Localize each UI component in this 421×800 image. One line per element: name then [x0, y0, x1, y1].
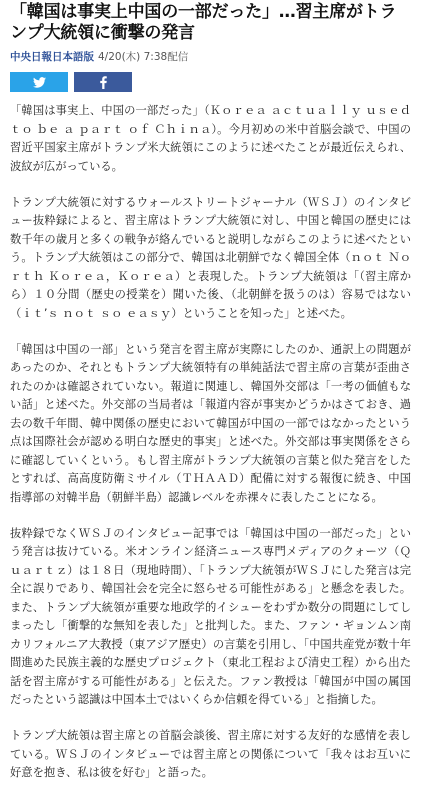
article-paragraph-1: 「韓国は事実上、中国の一部だった」（Ｋｏｒｅａ ａｃｔｕａｌｌｙ ｕｓｅｄ ｔｏ ｂｅ ａ ｐａｒｔ ｏｆ Ｃｈｉｎａ）。今月初めの米中首脳会談で、中国の習近平国家主席がトランプ米大統領にこのように述べたことが最近伝えられ、波紋が広がっている。: [10, 104, 411, 173]
article-paragraph-5: トランプ大統領は習主席との首脳会談後、習主席に対する友好的な感情を表している。ＷＳＪのインタビューでは習主席との関係について「我々はお互いに好意を抱き、私は彼を好む」と語った。: [10, 729, 411, 779]
article-headline: 「韓国は事実上中国の一部だった」…習主席がトランプ大統領に衝撃の発言: [10, 2, 397, 43]
article-date: 4/20(木) 7:38配信: [98, 51, 189, 63]
share-buttons: [10, 72, 411, 92]
article-paragraph-2: トランプ大統領に対するウォールストリートジャーナル（ＷＳＪ）のインタビュー抜粋録によると、習主席はトランプ大統領に対し、中国と韓国の歴史には数千年の歳月と多くの戦争が絡んでいると説明しながらこのように述べたという。トランプ大統領はこの部分で、韓国は北朝鮮でなく韓国全体（ｎｏｔ Ｎｏｒｔｈ Ｋｏｒｅａ，Ｋｏｒｅａ）と表現した。トランプ大統領は「（習主席から）１０分間（歴史の授業を）聞いた後、（北朝鮮を扱うのは）容易ではない（ｉｔ’ｓ ｎｏｔ ｓｏ ｅａｓｙ）ということを知った」と述べた。: [10, 195, 411, 320]
article-paragraph-3: 「韓国は中国の一部」という発言を習主席が実際にしたのか、通訳上の問題があったのか、それともトランプ大統領特有の単純話法で習主席の言葉が歪曲されたのかは確認されていない。報道に関連し、韓国外交部は「一考の価値もない話」と述べた。外交部の当局者は「報道内容が事実かどうかはさておき、過去の数千年間、韓中関係の歴史において韓国が中国の一部ではなかったという点は国際社会が認める明白な歴史的事実」と述べた。外交部は事実関係をさらに確認していくという。もし習主席がトランプ大統領の言葉と似た発言をしたとすれば、高高度防衛ミサイル（ＴＨＡＡＤ）配備に対する報復に続き、中国指導部の対韓半島（朝鮮半島）認識レベルを赤裸々に表したことになる。: [10, 342, 411, 504]
facebook-f-icon: [100, 76, 107, 89]
twitter-bird-icon: [33, 77, 46, 88]
article-body: [10, 102, 411, 783]
facebook-share-button[interactable]: [74, 72, 132, 92]
article-paragraph-4: 抜粋録でなくＷＳＪのインタビュー記事では「韓国は中国の一部だった」という発言は抜けている。米オンライン経済ニュース専門メディアのクォーツ（Ｑｕａｒｔｚ）は１８日（現地時間）、「トランプ大統領がＷＳＪにした発言は完全に誤りであり、韓国社会を完全に怒らせる可能性がある」と懸念を表した。また、トランプ大統領が重要な地政学的イシューをわずか数分の問題にしてしまったし「衝撃的な無知を表した」と批判した。また、ファン・ギョンムン南カリフォルニア大教授（東アジア歴史）の言葉を引用し、「中国共産党が数十年間進めた民族主義的な歴史プロジェクト（東北工程および清史工程）から出た話を習主席がする可能性がある」と伝えた。ファン教授は「韓国が中国の属国だったという認識は中国本土ではいくらか信頼を得ている」と指摘した。: [10, 526, 411, 706]
article-meta: [10, 50, 411, 64]
article-source-link[interactable]: 中央日報日本語版: [10, 51, 94, 63]
twitter-share-button[interactable]: [10, 72, 68, 92]
